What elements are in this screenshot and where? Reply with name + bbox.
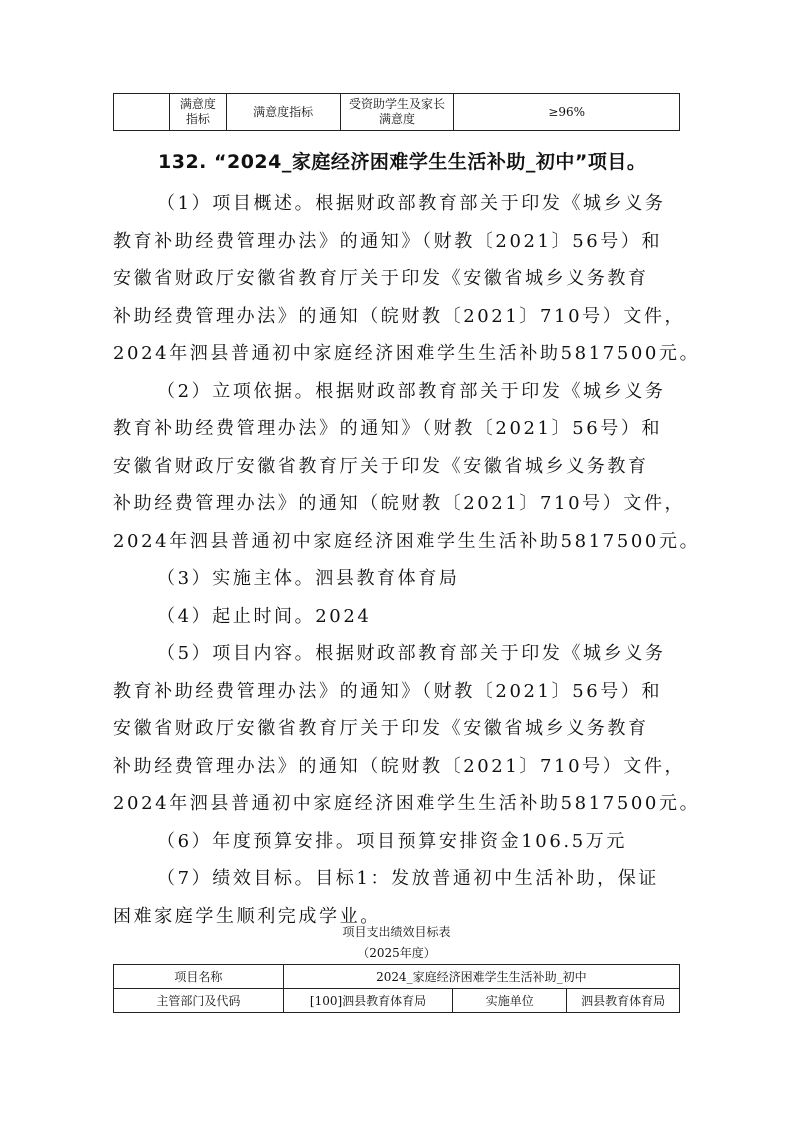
text-line: 教育补助经费管理办法》的通知》（财教〔2021〕56号）和 [113, 680, 663, 702]
table-cell-indicator: 满意度指标 [226, 94, 340, 131]
indicator-table-fragment [113, 93, 680, 131]
project-name-value: 2024_家庭经济困难学生生活补助_初中 [283, 965, 679, 989]
text-line: 困难家庭学生顺利完成学业。 [113, 905, 381, 927]
text-line: （2）立项依据。根据财政部教育部关于印发《城乡义务 [157, 380, 666, 402]
paragraph [113, 823, 713, 861]
dept-label: 主管部门及代码 [114, 989, 284, 1013]
project-name-label: 项目名称 [114, 965, 284, 989]
impl-value: 泗县教育体育局 [567, 989, 680, 1013]
text-line: （5）项目内容。根据财政部教育部关于印发《城乡义务 [157, 643, 666, 664]
table-cell-metric: 受资助学生及家长 满意度 [340, 94, 454, 131]
body-text [113, 185, 713, 935]
text-line: （1）项目概述。根据财政部教育部关于印发《城乡义务 [157, 193, 666, 214]
paragraph [113, 635, 713, 823]
section-heading: 132. “2024_家庭经济困难学生生活补助_初中”项目。 [158, 151, 647, 173]
paragraph [113, 560, 713, 598]
text-line: 补助经费管理办法》的通知（皖财教〔2021〕710号）文件， [113, 493, 686, 514]
paragraph [113, 185, 713, 373]
text-line: 2024年泗县普通初中家庭经济困难学生生活补助5817500元。 [113, 793, 701, 814]
text-line: 教育补助经费管理办法》的通知》（财教〔2021〕56号）和 [113, 418, 663, 439]
text-line: 安徽省财政厅安徽省教育厅关于印发《安徽省城乡义务教育 [113, 455, 649, 477]
paragraph [113, 373, 713, 561]
table-row [114, 94, 680, 131]
text-line: （3）实施主体。泗县教育体育局 [157, 568, 460, 589]
text-line: 补助经费管理办法》的通知（皖财教〔2021〕710号）文件， [113, 305, 686, 327]
text-line: （7）绩效目标。目标1：发放普通初中生活补助，保证 [157, 868, 659, 889]
table-cell-empty [114, 94, 170, 131]
text-line: （4）起止时间。2024 [157, 605, 372, 627]
text-line: （6）年度预算安排。项目预算安排资金106.5万元 [157, 830, 627, 852]
dept-value: [100]泗县教育体育局 [283, 989, 453, 1013]
text-line: 安徽省财政厅安徽省教育厅关于印发《安徽省城乡义务教育 [113, 268, 649, 289]
performance-target-table [113, 964, 680, 1013]
text-line: 2024年泗县普通初中家庭经济困难学生生活补助5817500元。 [113, 343, 701, 364]
table-cell-category: 满意度 指标 [169, 94, 226, 131]
table-row [114, 965, 680, 989]
paragraph [113, 598, 713, 636]
text-line: 补助经费管理办法》的通知（皖财教〔2021〕710号）文件， [113, 755, 686, 777]
text-line: 2024年泗县普通初中家庭经济困难学生生活补助5817500元。 [113, 530, 701, 552]
table-cell-target: ≥96% [454, 94, 680, 131]
table-year: （2025年度） [357, 946, 436, 960]
impl-label: 实施单位 [453, 989, 567, 1013]
table-caption: 项目支出绩效目标表 [342, 925, 451, 939]
text-line: 安徽省财政厅安徽省教育厅关于印发《安徽省城乡义务教育 [113, 718, 649, 739]
table-row [114, 989, 680, 1013]
text-line: 教育补助经费管理办法》的通知》（财教〔2021〕56号）和 [113, 230, 663, 252]
